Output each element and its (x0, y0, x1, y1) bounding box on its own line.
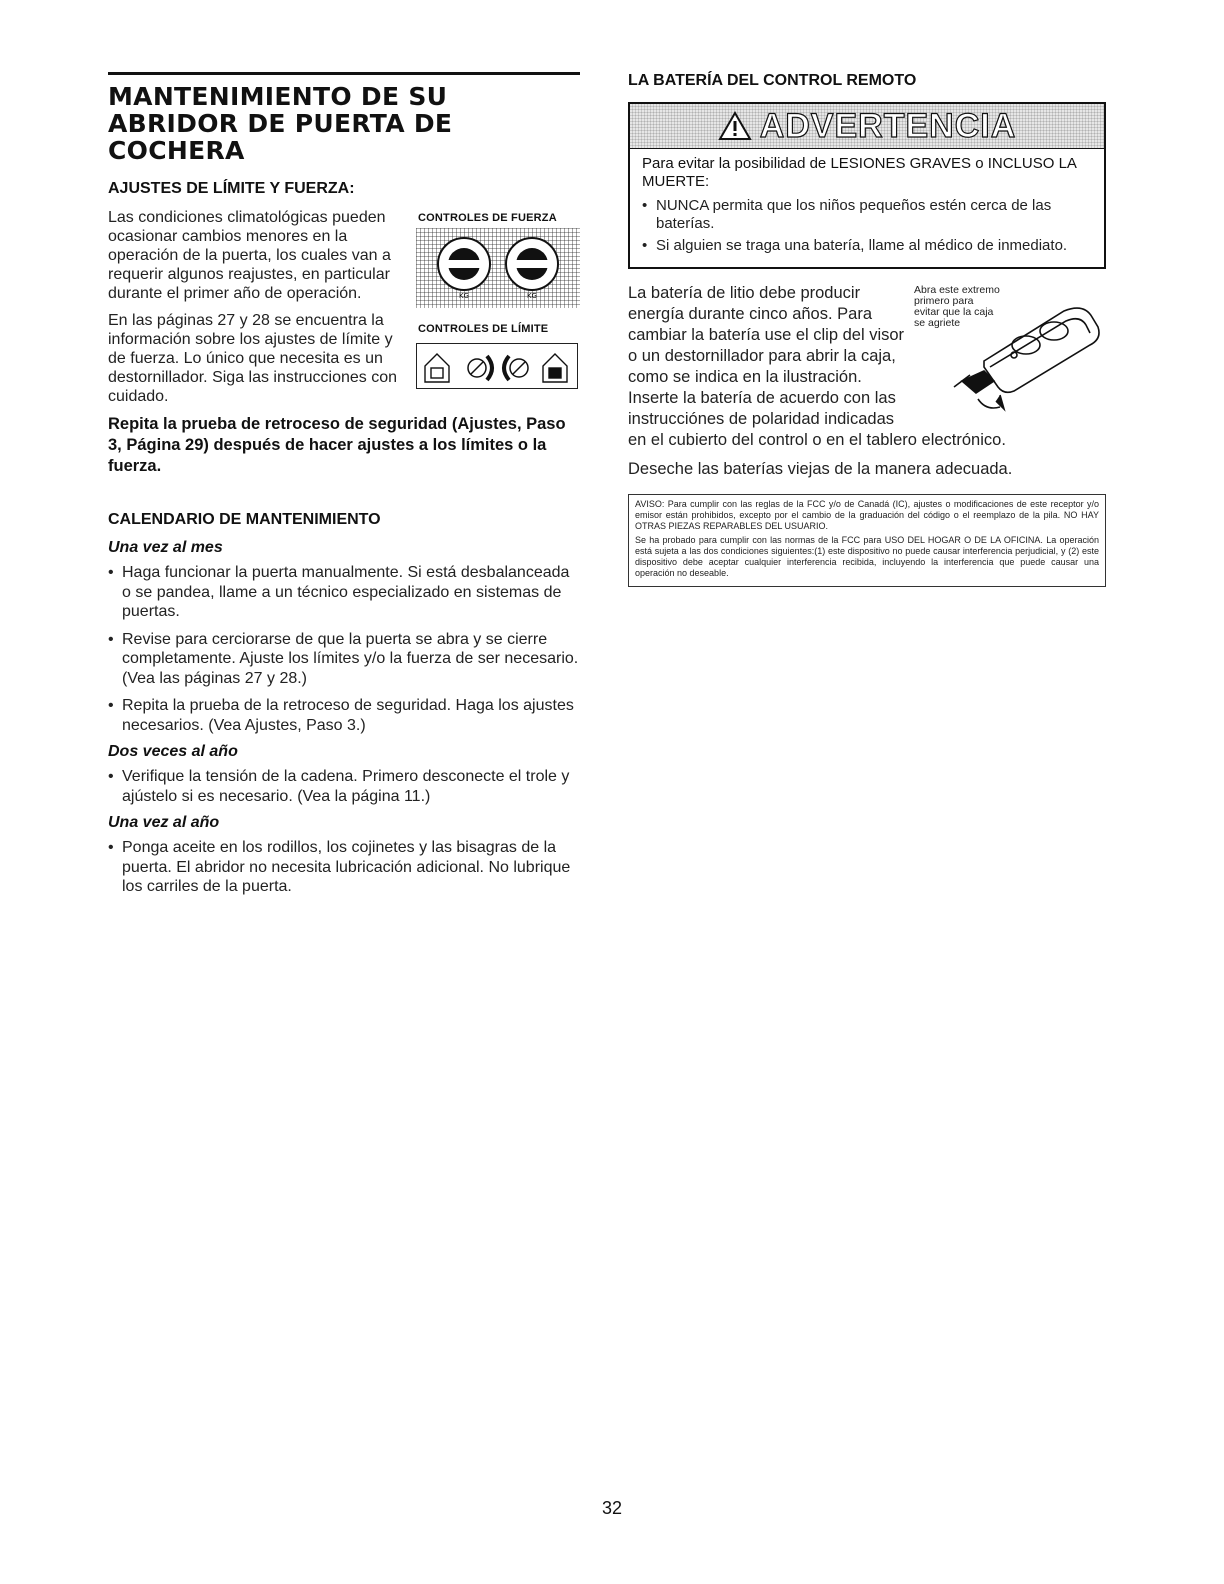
warning-title: ADVERTENCIA (759, 106, 1017, 145)
list-item: • NUNCA permita que los niños pequeños estén cerca de las baterías. (642, 197, 1092, 233)
battery-paragraph: La batería de litio debe producir energía durante cinco años. Para cambiar la batería use el clip del visor o un destornillador para abrir la caja, como se indica en la ilustración. Inserte la batería de acuerdo con las instrucciónes de polaridad indicadas en el cubierto del control o en el tablero electrónico. (628, 284, 1006, 449)
yearly-heading: Una vez al año (108, 814, 220, 831)
force-controls-label: CONTROLES DE FUERZA (418, 212, 557, 224)
safety-retest-note: Repita la prueba de retroceso de seguridad (Ajustes, Paso 3, Página 29) después de hacer ajustes a los límites o la fuerza. (108, 415, 566, 475)
list-item: • Repita la prueba de la retroceso de seguridad. Haga los ajustes necesarios. (Vea Ajustes, Paso 3.) (108, 696, 580, 735)
right-column (628, 72, 1106, 587)
force-controls-illustration (416, 228, 580, 308)
warning-intro: Para evitar la posibilidad de LESIONES GRAVES o INCLUSO LA MUERTE: (642, 155, 1077, 190)
open-end-callout: Abra este extremo primero para evitar que la caja se agriete (914, 284, 1000, 329)
title-rule (108, 72, 580, 75)
warning-header (630, 104, 1104, 149)
list-item: • Ponga aceite en los rodillos, los cojinetes y las bisagras de la puerta. El abridor no necesita lubricación adicional. No lubrique los carriles de la puerta. (108, 838, 580, 897)
list-item: • Revise para cerciorarse de que la puerta se abra y se cierre completamente. Ajuste los límites y/o la fuerza de ser necesario. (Vea las páginas 27 y 28.) (108, 630, 580, 689)
remote-control-drawing (914, 283, 1106, 423)
battery-heading: LA BATERÍA DEL CONTROL REMOTO (628, 72, 917, 89)
intro-paragraph: Las condiciones climatológicas pueden ocasionar cambios menores en la operación de la puerta, los cuales van a requerir algunos reajustes, en particular durante el primer año de operación. (108, 209, 391, 302)
fcc-notice-box (628, 494, 1106, 587)
dispose-paragraph: Deseche las baterías viejas de la manera adecuada. (628, 460, 1013, 478)
adjust-heading: AJUSTES DE LÍMITE Y FUERZA: (108, 180, 355, 197)
fcc-notice-2: Se ha probado para cumplir con las normas de la FCC para USO DEL HOGAR O DE LA OFICINA. La operación está sujeta a las dos condiciones siguientes:(1) este dispositivo no puede causar interferencia perjudicial, y (2) este dispositivo debe aceptar cualquier interferencia recibida, incluyendo la interferencia que puede causar una operación no deseable. (635, 535, 1099, 578)
remote-illustration (914, 283, 1106, 423)
yearly-list (108, 838, 580, 897)
limit-screw-right (504, 356, 528, 380)
left-column (108, 72, 580, 905)
page-number: 32 (601, 1498, 623, 1518)
warning-box (628, 102, 1106, 269)
limit-controls-label: CONTROLES DE LÍMITE (418, 323, 549, 335)
limit-controls-illustration (416, 343, 578, 389)
pages-reference-paragraph: En las páginas 27 y 28 se encuentra la información sobre los ajustes de límite y de fuerza. Lo único que necesita es un destornillador. Siga las instrucciones con cuidado. (108, 312, 398, 405)
warning-list (642, 197, 1092, 255)
fcc-notice-1: AVISO: Para cumplir con las reglas de la FCC y/o de Canadá (IC), ajustes o modificaciones de este receptor y/o emisor están prohibidos, excepto por el cambio de la graduación del código o el reemplazo de la pila. NO HAY OTRAS PIEZAS REPARABLES DEL USUARIO. (635, 499, 1099, 531)
garage-up-icon (543, 354, 567, 382)
list-item: • Verifique la tensión de la cadena. Primero desconecte el trole y ajústelo si es necesario. (Vea la página 11.) (108, 767, 580, 806)
svg-text:KG: KG (458, 292, 470, 300)
list-item: • Si alguien se traga una batería, llame al médico de inmediato. (642, 237, 1092, 255)
page-title: MANTENIMIENTO DE SU ABRIDOR DE PUERTA DE COCHERA (108, 82, 453, 165)
monthly-list (108, 563, 580, 735)
warning-body (630, 149, 1104, 267)
limit-screw-left (468, 356, 492, 380)
list-item: • Haga funcionar la puerta manualmente. Si está desbalanceada o se pandea, llame a un técnico especializado en sistemas de puertas. (108, 563, 580, 622)
garage-down-icon (425, 354, 449, 382)
warning-triangle-icon (718, 111, 752, 141)
battery-section (628, 283, 1106, 587)
svg-text:KG: KG (526, 292, 538, 300)
twice-yearly-list (108, 767, 580, 806)
schedule-heading: CALENDARIO DE MANTENIMIENTO (108, 511, 381, 528)
twice-yearly-heading: Dos veces al año (108, 743, 238, 760)
controls-figure (412, 208, 580, 394)
monthly-heading: Una vez al mes (108, 539, 223, 556)
